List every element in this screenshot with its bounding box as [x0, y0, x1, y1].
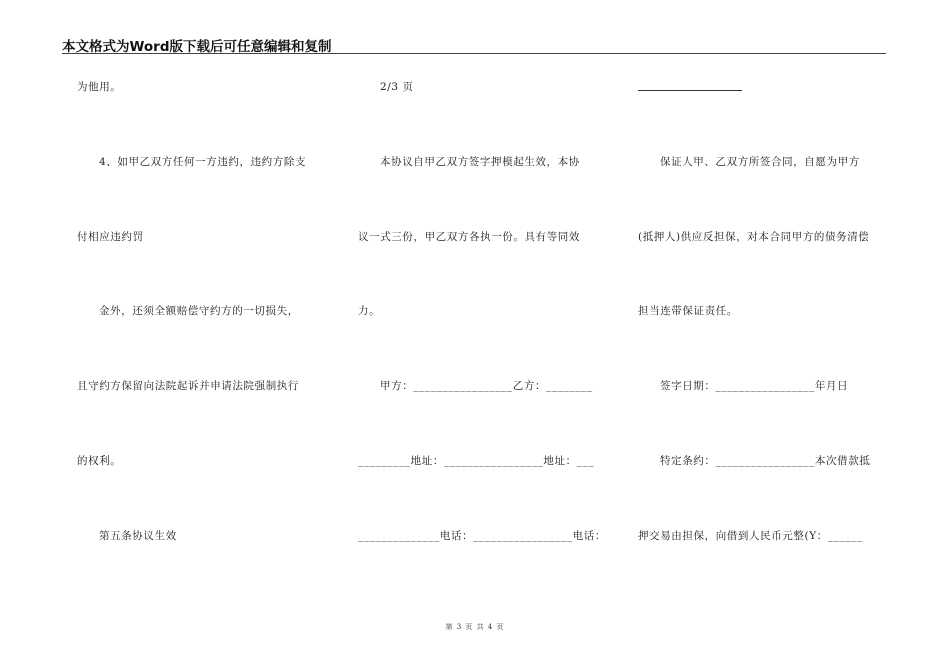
text-line: 且守约方保留向法院起诉并申请法院强制执行: [77, 380, 299, 392]
text-line: (抵押人)供应反担保，对本合同甲方的债务清偿: [638, 231, 870, 243]
page-marker: 2/3 页: [380, 81, 414, 93]
text-column-2: [358, 0, 613, 672]
text-column-3: [638, 0, 888, 672]
text-column-1: [77, 0, 332, 672]
text-line: 本协议自甲乙双方签字押模起生效，本协: [380, 156, 580, 168]
text-line: 力。: [358, 305, 381, 317]
text-line: 第五条协议生效: [99, 530, 177, 542]
address-line: _________地址：_________________地址：___: [358, 455, 595, 467]
special-clause-line: 特定条约：_________________本次借款抵: [660, 455, 871, 467]
page-footer: 第 3 页 共 4 页: [445, 623, 505, 631]
text-line: 担当连带保证责任。: [638, 305, 738, 317]
text-line: 金外，还须全额赔偿守约方的一切损失，: [99, 305, 299, 317]
text-line: 押交易由担保，向借到人民币元整(Y：______: [638, 530, 863, 542]
signature-blank-line: [638, 90, 742, 91]
text-line: 为他用。: [77, 81, 122, 93]
text-line: 4、如甲乙双方任何一方违约，违约方除支: [99, 156, 307, 168]
party-line: 甲方：_________________乙方：________: [380, 380, 593, 392]
sign-date-line: 签字日期：_________________年月日: [660, 380, 849, 392]
text-line: 付相应违约罚: [77, 231, 144, 243]
phone-line: ______________电话：_________________电话：: [358, 530, 606, 542]
text-line: 议一式三份，甲乙双方各执一份。具有等同效: [358, 231, 580, 243]
text-line: 的权利。: [77, 455, 122, 467]
text-line: 保证人甲、乙双方所签合同，自愿为甲方: [660, 156, 860, 168]
header-title: 本文格式为Word版下载后可任意编辑和复制: [62, 39, 332, 55]
